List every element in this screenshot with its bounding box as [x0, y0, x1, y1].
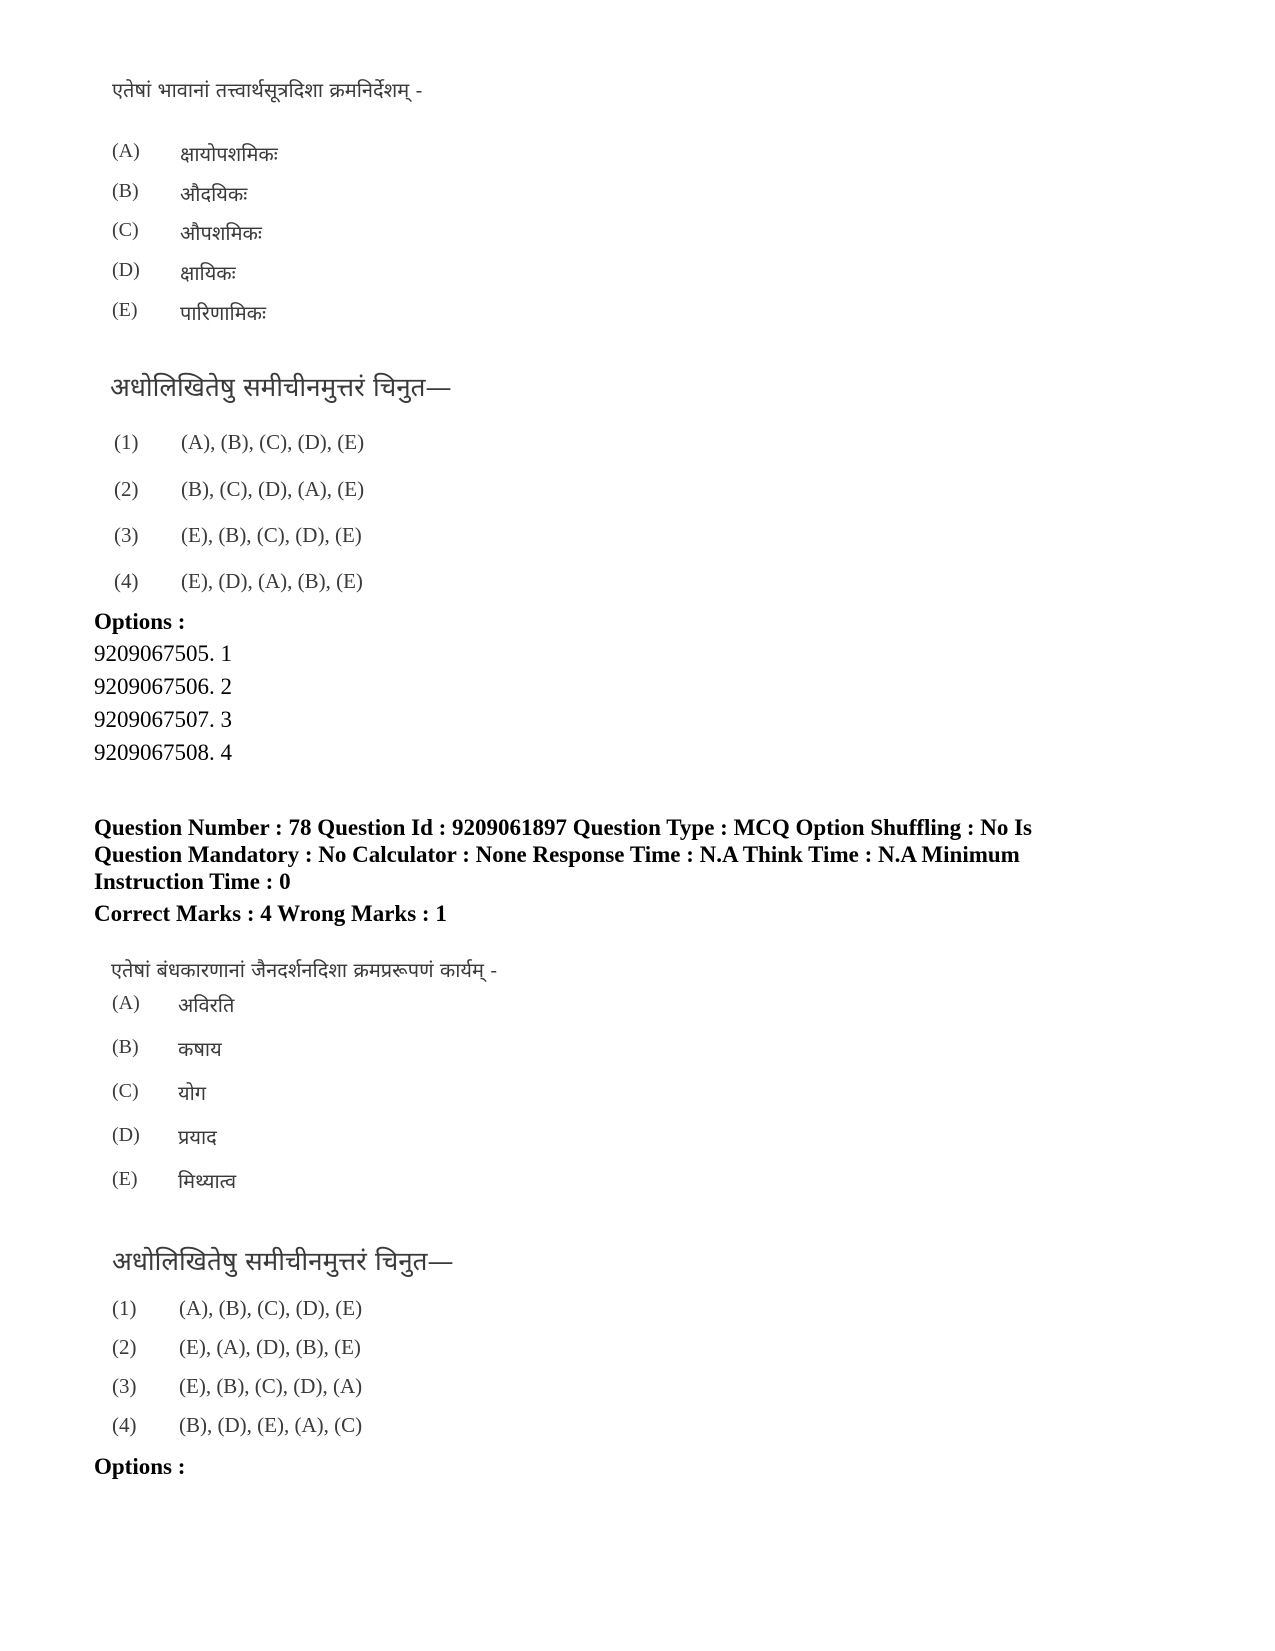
q78-marks: Correct Marks : 4 Wrong Marks : 1 [94, 901, 447, 926]
q77-answer-text-3: (E), (B), (C), (D), (E) [181, 523, 362, 547]
q78-meta-line-3: Instruction Time : 0 [94, 869, 291, 894]
q78-item-label-e: (E) [112, 1168, 138, 1190]
q78-item-text-d: प्रयाद [178, 1125, 217, 1149]
q78-meta-line-1: Question Number : 78 Question Id : 9209061897 Question Type : MCQ Option Shuffling : No Is [94, 815, 1033, 840]
q78-item-label-c: (C) [112, 1080, 139, 1102]
q78-options-heading: Options : [94, 1454, 186, 1479]
q78-prompt: एतेषां बंधकारणानां जैनदर्शनदिशा क्रमप्ररूपणं कार्यम् - [111, 958, 498, 982]
q78-item-text-a: अविरति [178, 993, 235, 1017]
q77-option-1: 9209067505. 1 [94, 641, 232, 666]
q78-item-label-b: (B) [112, 1036, 139, 1058]
q78-answer-num-3: (3) [112, 1374, 137, 1398]
q77-answer-text-1: (A), (B), (C), (D), (E) [181, 430, 365, 454]
q77-options-heading: Options : [94, 609, 186, 634]
q78-item-label-a: (A) [112, 992, 140, 1014]
q77-item-text-d: क्षायिकः [180, 261, 236, 285]
q78-answer-num-4: (4) [112, 1413, 137, 1437]
q77-item-text-a: क्षायोपशमिकः [180, 142, 278, 166]
q78-item-text-c: योग [178, 1081, 207, 1105]
q77-item-label-b: (B) [112, 180, 139, 202]
q77-item-text-e: पारिणामिकः [180, 301, 267, 325]
q78-meta-line-2: Question Mandatory : No Calculator : None Response Time : N.A Think Time : N.A Minimum [94, 842, 1020, 867]
q77-option-3: 9209067507. 3 [94, 707, 232, 732]
q77-instruction: अधोलिखितेषु समीचीनमुत्तरं चिनुत— [110, 373, 452, 403]
q77-item-label-c: (C) [112, 219, 139, 241]
q77-prompt: एतेषां भावानां तत्त्वार्थसूत्रदिशा क्रमनिर्देशम् - [112, 78, 423, 102]
q77-option-2: 9209067506. 2 [94, 674, 232, 699]
q77-answer-num-1: (1) [114, 430, 139, 454]
q77-answer-num-3: (3) [114, 523, 139, 547]
q77-item-label-a: (A) [112, 140, 140, 162]
q77-item-text-b: औदयिकः [180, 182, 248, 206]
q77-option-4: 9209067508. 4 [94, 740, 232, 765]
q78-answer-num-2: (2) [112, 1335, 137, 1359]
q77-item-label-e: (E) [112, 299, 138, 321]
q78-item-text-e: मिथ्यात्व [178, 1169, 237, 1193]
q78-answer-text-3: (E), (B), (C), (D), (A) [179, 1374, 363, 1398]
q77-item-text-c: औपशमिकः [180, 221, 262, 245]
q77-answer-num-4: (4) [114, 569, 139, 593]
q78-item-label-d: (D) [112, 1124, 140, 1146]
q77-answer-text-4: (E), (D), (A), (B), (E) [181, 569, 363, 593]
q78-answer-num-1: (1) [112, 1296, 137, 1320]
q78-answer-text-1: (A), (B), (C), (D), (E) [179, 1296, 363, 1320]
q77-answer-text-2: (B), (C), (D), (A), (E) [181, 477, 365, 501]
q77-item-label-d: (D) [112, 259, 140, 281]
q77-answer-num-2: (2) [114, 477, 139, 501]
q78-instruction: अधोलिखितेषु समीचीनमुत्तरं चिनुत— [112, 1247, 454, 1277]
q78-answer-text-2: (E), (A), (D), (B), (E) [179, 1335, 361, 1359]
q78-item-text-b: कषाय [178, 1037, 222, 1061]
q78-answer-text-4: (B), (D), (E), (A), (C) [179, 1413, 363, 1437]
